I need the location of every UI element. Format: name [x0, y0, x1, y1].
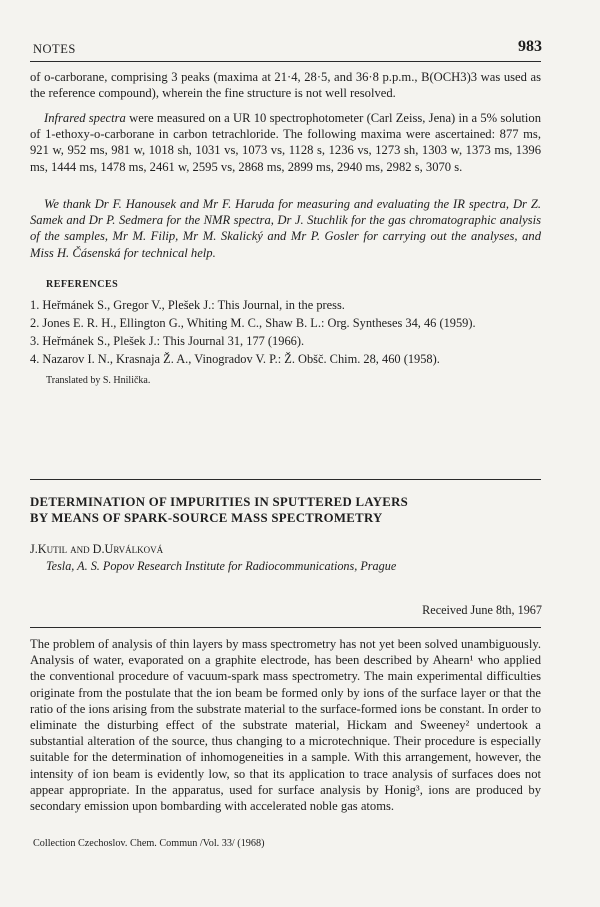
affiliation: Tesla, A. S. Popov Research Institute for Radiocommunications, Prague [46, 559, 397, 573]
article-top-rule [30, 479, 541, 480]
references-heading: REFERENCES [46, 279, 119, 290]
acknowledgement: We thank Dr F. Hanousek and Mr F. Haruda for measuring and evaluating the IR spectra, Dr Z. Samek and Dr P. Sedmera for the NMR spectra, Dr J. Stuchlik for the gas chromatographic analysis of the samples, Mr M. Filip, Mr M. Skalický and Mr P. Gosler for carrying out the analyses, and Miss H. Čásenská for technical help. [30, 197, 541, 260]
article-title [30, 494, 541, 526]
intro-paragraph-1: of o-carborane, comprising 3 peaks (maxima at 21·4, 28·5, and 36·8 p.p.m., B(OCH3)3 was used as the reference compound), wherein the fine structure is not well resolved. [30, 70, 541, 101]
header-rule [30, 61, 541, 62]
infrared-paragraph [30, 110, 541, 175]
infrared-label: Infrared spectra [44, 111, 126, 125]
reference-item: 1. Heřmánek S., Gregor V., Plešek J.: This Journal, in the press. [30, 298, 345, 312]
received-date: Received June 8th, 1967 [422, 603, 542, 617]
reference-item: 3. Heřmánek S., Plešek J.: This Journal 31, 177 (1966). [30, 334, 305, 348]
section-header: NOTES [33, 42, 76, 56]
reference-item: 4. Nazarov I. N., Krasnaja Ž. A., Vinogradov V. P.: Ž. Obšč. Chim. 28, 460 (1958). [30, 352, 440, 366]
infrared-text: were measured on a UR 10 spectrophotometer (Carl Zeiss, Jena) in a 5% solution of 1-ethoxy-o-carborane in carbon tetrachloride. The following maxima were ascertained: 877 ms, 921 w, 952 ms, 981 w, 1018 sh, 1031 vs, 1073 vs, 1128 s, 1236 vs, 1273 sh, 1303 w, 1373 ms, 1396 ms, 1444 ms, 1478 ms, 2461 w, 2595 vs, 2868 ms, 2899 ms, 2940 ms, 2982 s, 3070 s. [30, 111, 542, 174]
title-line-1: DETERMINATION OF IMPURITIES IN SPUTTERED LAYERS [30, 495, 409, 509]
page-number: 983 [518, 38, 542, 55]
authors: J.Kutil and D.Urválková [30, 542, 164, 556]
title-line-2: BY MEANS OF SPARK-SOURCE MASS SPECTROMETRY [30, 511, 383, 525]
reference-item: 2. Jones E. R. H., Ellington G., Whiting M. C., Shaw B. L.: Org. Syntheses 34, 46 (1959). [30, 316, 476, 330]
translator-note: Translated by S. Hnilička. [46, 375, 151, 386]
references-list [30, 296, 541, 368]
journal-footer: Collection Czechoslov. Chem. Commun /Vol. 33/ (1968) [33, 838, 265, 849]
article-body: The problem of analysis of thin layers by mass spectrometry has not yet been solved unambiguously. Analysis of water, evaporated on a graphite electrode, has been described by Ahearn¹ who applied the conventional procedure of vacuum-spark mass spectrometry. The main experimental difficulties originate from the postulate that the ion beam be formed only by ions of the surface layer or that the ratio of the ions arising from the substrate material to the surface-formed ions be constant. In order to eliminate the disturbing effect of the substrate material, Hickam and Sweeney² undertook a substantial alteration of the source, thus changing to a microtechnique. Their procedure is especially suitable for the determination of inhomogeneities in a sample. With this arrangement, however, the intensity of ion beam is evidently low, so that its application to trace analysis of surfaces does not appear appropriate. In the apparatus, used for surface analysis by Honig³, ions are produced by secondary emission upon bombarding with accelerated noble gas atoms. [30, 637, 541, 814]
abstract-rule [30, 627, 541, 628]
